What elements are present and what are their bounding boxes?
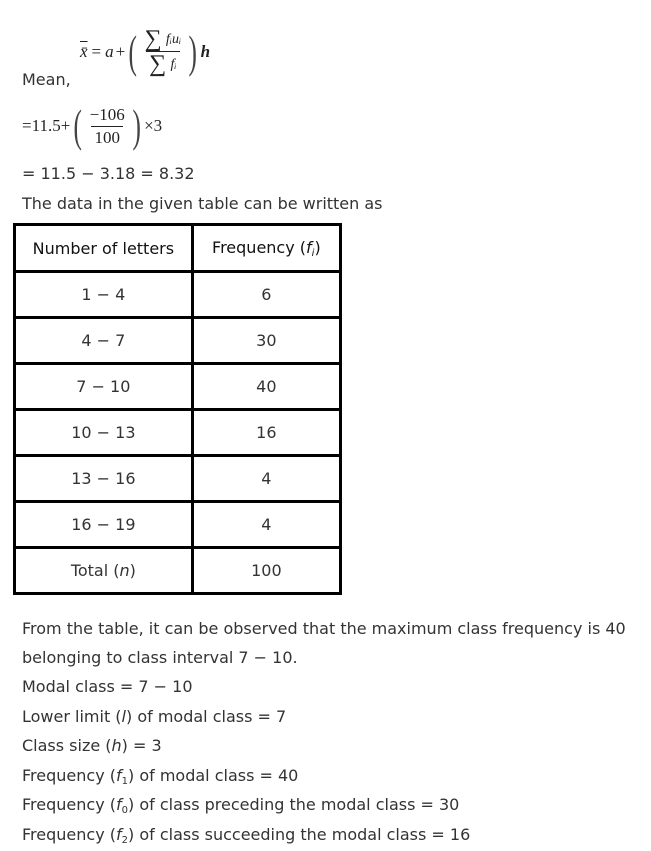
interval-cell: 4 − 7 — [15, 318, 193, 364]
f0-var: f — [115, 795, 122, 814]
total-label-text: Total ( — [70, 561, 120, 580]
f1-var: f — [115, 766, 122, 785]
header-frequency-var: f — [306, 237, 312, 257]
interval-cell: 1 − 4 — [15, 272, 193, 318]
table-row — [15, 318, 341, 364]
frequency-table — [13, 223, 342, 595]
numerator-terms: fᵢuᵢ — [165, 32, 182, 47]
h-symbol: h — [200, 41, 211, 61]
right-paren: ) — [132, 100, 141, 151]
fraction — [142, 28, 185, 75]
fraction-numerator: −106 — [89, 104, 125, 124]
mean-formula — [80, 25, 211, 77]
a-symbol: a — [105, 41, 114, 61]
frequency-f2 — [22, 825, 470, 851]
frequency-f1 — [22, 766, 298, 792]
total-label-var: n — [119, 561, 130, 580]
f2-var: f — [115, 825, 122, 844]
frequency-cell: 30 — [192, 318, 340, 364]
total-label-cell — [15, 548, 193, 594]
a-value: 11.5 — [31, 116, 61, 135]
x-bar-symbol: x̄ — [80, 41, 88, 61]
times-sign: × — [144, 116, 154, 135]
interval-cell: 10 − 13 — [15, 410, 193, 456]
f2-sub: 2 — [121, 835, 128, 846]
frequency-f0 — [22, 795, 459, 821]
table-intro: The data in the given table can be written as — [22, 194, 383, 213]
total-label-suffix: ) — [129, 561, 136, 580]
observation-line-2: belonging to class interval 7 − 10. — [22, 648, 298, 667]
header-frequency-suffix: ) — [314, 237, 321, 257]
fraction-numerator — [142, 28, 185, 51]
header-frequency-text: Frequency ( — [212, 237, 307, 257]
lower-limit-prefix: Lower limit ( — [22, 707, 122, 726]
f2-suffix: ) of class succeeding the modal class = 16 — [128, 825, 471, 844]
table-header-row — [15, 225, 341, 272]
mean-label: Mean, — [22, 70, 71, 89]
header-frequency — [192, 225, 340, 272]
frequency-cell: 40 — [192, 364, 340, 410]
fraction — [87, 105, 128, 148]
table-row — [15, 502, 341, 548]
table-row — [15, 364, 341, 410]
fraction-denominator: 100 — [91, 126, 123, 148]
lower-limit-var: l — [121, 707, 126, 726]
equals-sign: = — [91, 41, 102, 61]
fraction-denominator — [146, 51, 179, 75]
f0-suffix: ) of class preceding the modal class = 30 — [128, 795, 460, 814]
interval-cell: 13 − 16 — [15, 456, 193, 502]
header-number-of-letters: Number of letters — [15, 225, 193, 272]
modal-class: Modal class = 7 − 10 — [22, 677, 193, 696]
table-row — [15, 456, 341, 502]
class-size — [22, 736, 162, 756]
sigma-icon: ∑ — [144, 26, 162, 52]
class-size-suffix: ) = 3 — [121, 736, 162, 755]
mean-result: = 11.5 − 3.18 = 8.32 — [22, 164, 195, 183]
plus-sign: + — [115, 41, 126, 61]
lower-limit — [22, 707, 286, 727]
f1-suffix: ) of modal class = 40 — [128, 766, 299, 785]
left-paren: ( — [128, 25, 138, 77]
lower-limit-suffix: ) of modal class = 7 — [126, 707, 287, 726]
interval-cell: 16 − 19 — [15, 502, 193, 548]
table-row — [15, 410, 341, 456]
substituted-formula — [22, 100, 163, 151]
interval-cell: 7 − 10 — [15, 364, 193, 410]
total-value-cell: 100 — [192, 548, 340, 594]
h-value: 3 — [153, 116, 163, 135]
class-size-var: h — [111, 736, 122, 755]
header-frequency-sub: i — [311, 247, 315, 259]
equals-sign: = — [22, 116, 32, 135]
frequency-cell: 16 — [192, 410, 340, 456]
f2-prefix: Frequency ( — [22, 825, 116, 844]
plus-sign: + — [60, 116, 71, 135]
denominator-terms: fᵢ — [170, 57, 177, 72]
table-row — [15, 272, 341, 318]
frequency-cell: 4 — [192, 456, 340, 502]
frequency-cell: 4 — [192, 502, 340, 548]
right-paren: ) — [188, 25, 198, 77]
observation-line-1: From the table, it can be observed that the maximum class frequency is 40 — [22, 619, 626, 638]
f0-prefix: Frequency ( — [22, 795, 116, 814]
left-paren: ( — [73, 100, 83, 151]
f1-prefix: Frequency ( — [22, 766, 116, 785]
frequency-cell: 6 — [192, 272, 340, 318]
class-size-prefix: Class size ( — [22, 736, 112, 755]
table-total-row — [15, 548, 341, 594]
f1-sub: 1 — [121, 776, 128, 787]
f0-sub: 0 — [121, 805, 128, 816]
sigma-icon: ∑ — [149, 51, 167, 77]
